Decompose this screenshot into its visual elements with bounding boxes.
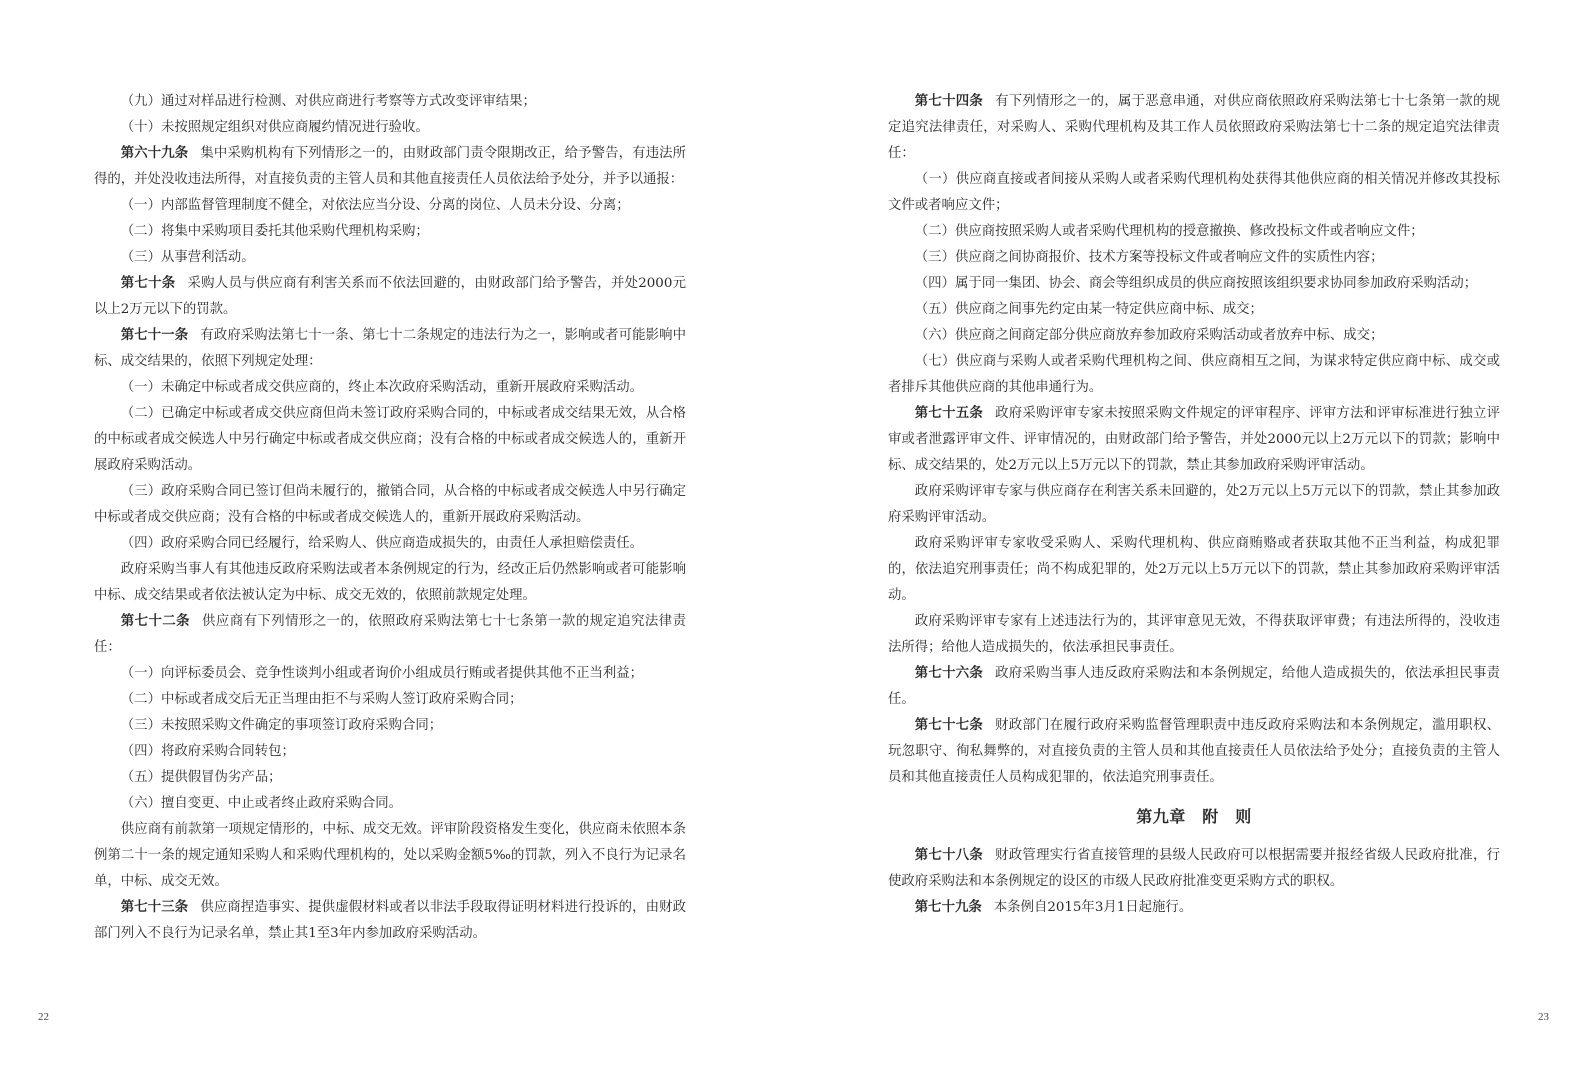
paragraph (94, 375, 686, 401)
paragraph-text: （四）将政府采购合同转包； (120, 744, 295, 759)
paragraph-text: 政府采购评审专家未按照采购文件规定的评审程序、评审方法和评审标准进行独立评审或者泄露评审文件、评审情况的，由财政部门给予警告，并处2000元以上2万元以下的罚款；影响中标、成交结果的，处2万元以上5万元以下的罚款，禁止其参加政府采购评审活动。 (888, 406, 1500, 473)
article-paragraph (94, 609, 686, 661)
paragraph (94, 531, 686, 557)
article-number: 第七十一条 (120, 328, 189, 343)
paragraph (94, 713, 686, 739)
paragraph-text: （三）未按照采购文件确定的事项签订政府采购合同； (120, 718, 443, 733)
chapter-heading: 第九章 附 则 (1136, 807, 1252, 826)
paragraph (888, 297, 1500, 323)
paragraph-text: （二）中标或者成交后无正当理由拒不与采购人签订政府采购合同； (120, 692, 523, 707)
paragraph-text: （一）未确定中标或者成交供应商的，终止本次政府采购活动，重新开展政府采购活动。 (120, 380, 644, 395)
paragraph-text: 政府采购评审专家收受采购人、采购代理机构、供应商贿赂或者获取其他不正当利益，构成犯罪的，依法追究刑事责任；尚不构成犯罪的，处2万元以上5万元以下的罚款，禁止其参加政府采购评审活动。 (888, 536, 1500, 603)
paragraph-text: 政府采购评审专家与供应商存在利害关系未回避的，处2万元以上5万元以下的罚款，禁止其参加政府采购评审活动。 (888, 484, 1500, 525)
paragraph (888, 167, 1500, 219)
paragraph-text: 供应商捏造事实、提供虚假材料或者以非法手段取得证明材料进行投诉的，由财政部门列入不良行为记录名单，禁止其1至3年内参加政府采购活动。 (94, 900, 687, 941)
paragraph-text: （五）供应商之间事先约定由某一特定供应商中标、成交； (914, 302, 1263, 317)
paragraph (94, 739, 686, 765)
paragraph-text: （七）供应商与采购人或者采购代理机构之间、供应商相互之间，为谋求特定供应商中标、成交或者排斥其他供应商的其他串通行为。 (888, 354, 1500, 395)
paragraph-text: （三）从事营利活动。 (120, 250, 255, 265)
article-paragraph (888, 661, 1500, 713)
paragraph (888, 219, 1500, 245)
article-paragraph (888, 895, 1500, 921)
right-text-column (888, 89, 1500, 921)
paragraph (888, 609, 1500, 661)
paragraph-text: 有政府采购法第七十一条、第七十二条规定的违法行为之一，影响或者可能影响中标、成交结果的，依照下列规定处理： (94, 328, 687, 369)
article-number: 第七十三条 (120, 900, 189, 915)
paragraph (888, 245, 1500, 271)
paragraph-text: （四）属于同一集团、协会、商会等组织成员的供应商按照该组织要求协同参加政府采购活动； (914, 276, 1478, 291)
left-page (0, 0, 790, 1077)
article-number: 第七十九条 (914, 900, 982, 915)
paragraph-text: （三）政府采购合同已签订但尚未履行的，撤销合同，从合格的中标或者成交候选人中另行确定中标或者成交供应商；没有合格的中标或者成交候选人的，重新开展政府采购活动。 (94, 484, 686, 525)
right-page (794, 0, 1587, 1077)
paragraph (94, 219, 686, 245)
paragraph (94, 765, 686, 791)
paragraph-text: 政府采购评审专家有上述违法行为的，其评审意见无效，不得获取评审费；有违法所得的，没收违法所得；给他人造成损失的，依法承担民事责任。 (888, 614, 1500, 655)
paragraph-text: （一）内部监督管理制度不健全，对依法应当分设、分离的岗位、人员未分设、分离； (120, 198, 630, 213)
paragraph-text: 采购人员与供应商有利害关系而不依法回避的，由财政部门给予警告，并处2000元以上2万元以下的罚款。 (94, 276, 686, 317)
paragraph (888, 479, 1500, 531)
paragraph-text: 财政管理实行省直接管理的县级人民政府可以根据需要并报经省级人民政府批准，行使政府采购法和本条例规定的设区的市级人民政府批准变更采购方式的职权。 (888, 848, 1500, 889)
article-paragraph (94, 895, 686, 947)
paragraph-text: （二）将集中采购项目委托其他采购代理机构采购； (120, 224, 429, 239)
right-paragraphs-after (888, 843, 1500, 921)
paragraph (888, 531, 1500, 609)
paragraph-text: （一）供应商直接或者间接从采购人或者采购代理机构处获得其他供应商的相关情况并修改其投标文件或者响应文件； (888, 172, 1500, 213)
paragraph-text: （四）政府采购合同已经履行，给采购人、供应商造成损失的，由责任人承担赔偿责任。 (120, 536, 644, 551)
paragraph-text: 政府采购当事人违反政府采购法和本条例规定，给他人造成损失的，依法承担民事责任。 (888, 666, 1500, 707)
article-paragraph (888, 401, 1500, 479)
article-number: 第七十四条 (914, 94, 984, 109)
paragraph-text: 财政部门在履行政府采购监督管理职责中违反政府采购法和本条例规定，滥用职权、玩忽职守、徇私舞弊的，对直接负责的主管人员和其他直接责任人员依法给予处分；直接负责的主管人员和其他直接责任人员构成犯罪的，依法追究刑事责任。 (888, 718, 1500, 785)
article-paragraph (888, 843, 1500, 895)
paragraph-text: 供应商有下列情形之一的，依照政府采购法第七十七条第一款的规定追究法律责任： (94, 614, 686, 655)
paragraph-text: （二）供应商按照采购人或者采购代理机构的授意撤换、修改投标文件或者响应文件； (914, 224, 1424, 239)
paragraph (94, 245, 686, 271)
paragraph (94, 661, 686, 687)
left-text-column (94, 89, 686, 947)
article-number: 第七十六条 (914, 666, 984, 681)
article-paragraph (888, 713, 1500, 791)
article-number: 第七十七条 (914, 718, 984, 733)
paragraph (94, 687, 686, 713)
paragraph (94, 557, 686, 609)
paragraph-text: 政府采购当事人有其他违反政府采购法或者本条例规定的行为，经改正后仍然影响或者可能影响中标、成交结果或者依法被认定为中标、成交无效的，依照前款规定处理。 (94, 562, 686, 603)
paragraph (888, 349, 1500, 401)
article-number: 第七十条 (120, 276, 176, 291)
page-number-left: 22 (38, 1011, 49, 1023)
paragraph (94, 479, 686, 531)
paragraph-text: 供应商有前款第一项规定情形的，中标、成交无效。评审阶段资格发生变化，供应商未依照本条例第二十一条的规定通知采购人和采购代理机构的，处以采购金额5‰的罚款，列入不良行为记录名单，中标、成交无效。 (94, 822, 686, 889)
paragraph-text: （五）提供假冒伪劣产品； (120, 770, 282, 785)
paragraph-text: （六）擅自变更、中止或者终止政府采购合同。 (120, 796, 402, 811)
paragraph (888, 323, 1500, 349)
paragraph (94, 817, 686, 895)
paragraph (94, 401, 686, 479)
paragraph-text: （一）向评标委员会、竞争性谈判小组或者询价小组成员行贿或者提供其他不正当利益； (120, 666, 644, 681)
article-number: 第七十二条 (120, 614, 190, 629)
paragraph-text: （六）供应商之间商定部分供应商放弃参加政府采购活动或者放弃中标、成交； (914, 328, 1384, 343)
page-number-right: 23 (1538, 1011, 1549, 1023)
right-paragraphs-before (888, 89, 1500, 791)
paragraph-text: （十）未按照规定组织对供应商履约情况进行验收。 (120, 120, 429, 135)
paragraph-text: 集中采购机构有下列情形之一的，由财政部门责令限期改正，给予警告，有违法所得的，并处没收违法所得，对直接负责的主管人员和其他直接责任人员依法给予处分，并予以通报： (94, 146, 687, 187)
paragraph-text: 有下列情形之一的，属于恶意串通，对供应商依照政府采购法第七十七条第一款的规定追究法律责任，对采购人、采购代理机构及其工作人员依照政府采购法第七十二条的规定追究法律责任： (888, 94, 1500, 161)
article-paragraph (94, 271, 686, 323)
paragraph-text: （二）已确定中标或者成交供应商但尚未签订政府采购合同的，中标或者成交结果无效，从合格的中标或者成交候选人中另行确定中标或者成交供应商；没有合格的中标或者成交候选人的，重新开展政府采购活动。 (94, 406, 686, 473)
paragraph-text: （九）通过对样品进行检测、对供应商进行考察等方式改变评审结果； (120, 94, 536, 109)
article-number: 第六十九条 (120, 146, 189, 161)
paragraph (94, 791, 686, 817)
article-number: 第七十八条 (914, 848, 984, 863)
paragraph-text: 本条例自2015年3月1日起施行。 (993, 900, 1193, 915)
paragraph (94, 193, 686, 219)
paragraph (94, 89, 686, 115)
article-paragraph (888, 89, 1500, 167)
paragraph (94, 115, 686, 141)
article-paragraph (94, 141, 686, 193)
article-number: 第七十五条 (914, 406, 984, 421)
article-paragraph (94, 323, 686, 375)
paragraph (888, 271, 1500, 297)
paragraph-text: （三）供应商之间协商报价、技术方案等投标文件或者响应文件的实质性内容； (914, 250, 1384, 265)
